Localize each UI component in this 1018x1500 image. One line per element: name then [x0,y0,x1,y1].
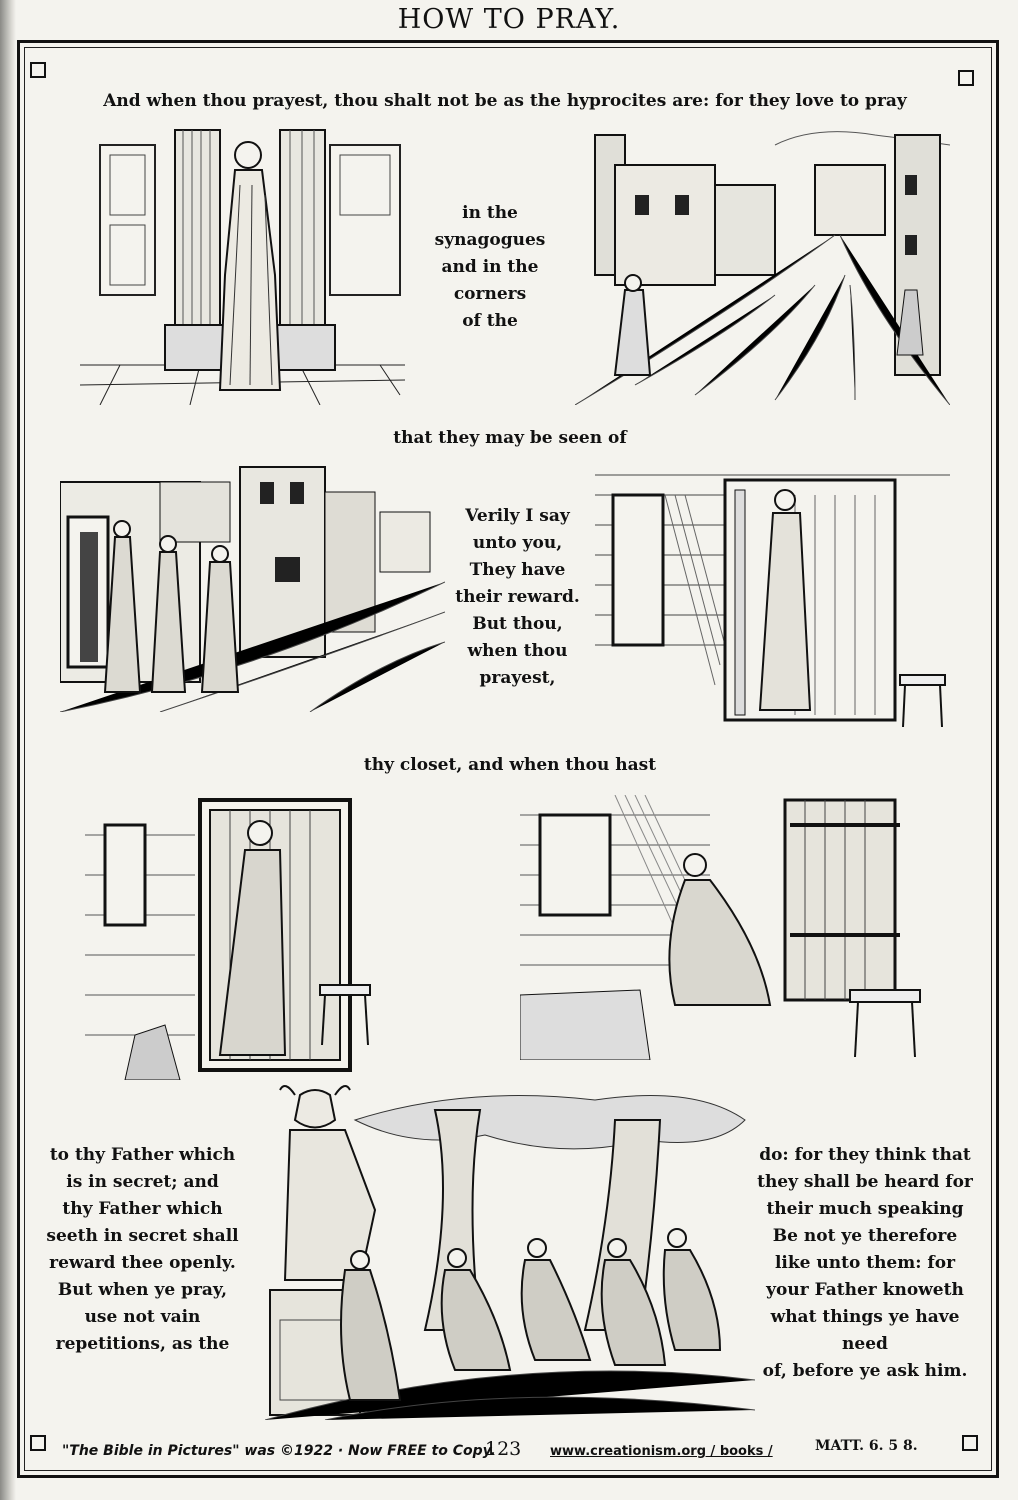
verse-text-line: do: for they think that [759,1145,971,1165]
verse-text-line: prayest, [479,668,556,688]
verse-text-line: their much speaking [766,1199,964,1219]
verse-text-line: to thy Father which [49,1145,236,1165]
illustration-man-entering-closet [595,465,950,730]
verse-line-2: that they may be seen of [393,428,627,448]
verse-text-line: Verily I say [465,506,570,526]
verse-text-line: like unto them: for [774,1253,956,1273]
verse-line-top: And when thou prayest, thou shalt not be as the hyprocites are: for they love to pray [103,91,907,111]
illustration-three-men-praying-in-street [60,462,445,712]
verse-text-line: your Father knoweth [766,1280,964,1300]
verse-text-line: But when ye pray, [57,1280,228,1300]
verse-text-line: But thou, [472,614,563,634]
verse-text-line: is in secret; and [66,1172,219,1192]
verse-text-line: synagogues [434,230,546,250]
page-number: 123 [485,1438,522,1460]
verse-line-3: thy closet, and when thou hast [363,755,657,775]
verse-text-line: thy Father which [62,1199,223,1219]
footer-url-link[interactable]: www.creationism.org / books / [550,1444,773,1459]
verse-text-line: corners [453,284,527,304]
verse-middle-column-2 [445,503,590,692]
illustration-man-kneeling-in-prayer [520,795,935,1060]
verse-text-line: they shall be heard for [757,1172,973,1192]
illustration-pharisee-at-synagogue-pillar [80,125,405,405]
verse-text-line: seeth in secret shall [46,1226,239,1246]
verse-text-line: of, before ye ask him. [762,1361,968,1381]
scripture-reference: MATT. 6. 5 8. [815,1438,918,1454]
verse-middle-column-1 [420,200,560,335]
verse-right-column [755,1142,975,1385]
verse-text-line: what things ye have need [770,1307,960,1354]
frame-corner-ornament [30,62,46,78]
binding-shadow [0,0,16,1500]
verse-text-line: unto you, [472,533,563,553]
illustration-street-corner-scene [575,115,950,405]
frame-corner-ornament [962,1435,978,1451]
verse-text-line: repetitions, as the [55,1334,230,1354]
frame-corner-ornament [30,1435,46,1451]
verse-text-line: their reward. [455,587,580,607]
verse-text-line: use not vain [84,1307,201,1327]
verse-text-line: Be not ye therefore [772,1226,958,1246]
page-title: HOW TO PRAY. [397,4,621,35]
verse-left-column [45,1142,240,1358]
illustration-man-shutting-door [85,795,415,1080]
verse-text-line: when thou [467,641,568,661]
verse-text-line: in the [462,203,518,223]
verse-text-line: of the [462,311,518,331]
verse-text-line: They have [469,560,566,580]
illustration-heathens-kneeling-before-idol [265,1080,755,1420]
footer-credit: "The Bible in Pictures" was ©1922 · Now FREE to Copy. [62,1443,496,1459]
verse-text-line: and in the [441,257,539,277]
verse-text-line: reward thee openly. [49,1253,236,1273]
frame-corner-ornament [958,70,974,86]
